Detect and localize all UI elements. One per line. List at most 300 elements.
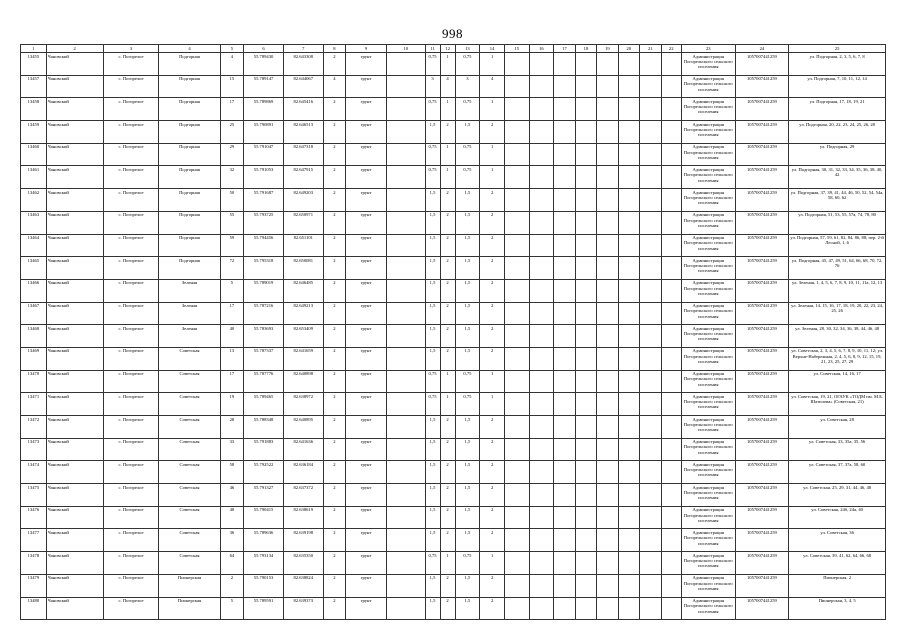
table-row: [21, 189, 886, 212]
empty-cell: [661, 506, 681, 529]
empty-cell: [661, 325, 681, 348]
empty-cell: [575, 166, 596, 189]
width-cell: 1,5: [425, 438, 440, 461]
empty-cell: [529, 189, 554, 212]
table-row: [21, 257, 886, 280]
empty-cell: [529, 574, 554, 597]
empty-cell: [597, 75, 618, 98]
row-id-cell: 13465: [21, 257, 47, 280]
longitude-cell: 82.639373: [283, 597, 323, 620]
empty-cell: [504, 98, 529, 121]
house-cell: 46: [220, 484, 244, 507]
house-cell: 28: [220, 416, 244, 439]
street-cell: Пионерская: [159, 597, 220, 620]
inn-cell: 1057007441259: [735, 257, 789, 280]
village-cell: с. Погорелое: [103, 257, 159, 280]
surface-cell: грунт: [346, 574, 387, 597]
width-cell: 1,5: [455, 461, 480, 484]
header-col-number: 19: [597, 45, 618, 53]
empty-cell: [529, 347, 554, 370]
table-row: [21, 393, 886, 416]
empty-cell: [504, 53, 529, 76]
width-cell: 1,5: [455, 234, 480, 257]
owner-cell: Администрация Погорельского сельского поселения: [681, 484, 735, 507]
table-row: [21, 574, 886, 597]
latitude-cell: 55.795318: [244, 257, 284, 280]
inn-cell: 1057007441259: [735, 211, 789, 234]
empty-cell: [386, 484, 425, 507]
inn-cell: 1057007441259: [735, 416, 789, 439]
count-cell: 2: [440, 189, 455, 212]
width-cell: 0,75: [455, 143, 480, 166]
empty-cell: [618, 166, 639, 189]
village-cell: с. Погорелое: [103, 484, 159, 507]
district-cell: Чановский: [46, 370, 103, 393]
width-cell: 3: [425, 75, 440, 98]
village-cell: с. Погорелое: [103, 393, 159, 416]
empty-cell: [597, 211, 618, 234]
empty-cell: [554, 121, 575, 144]
latitude-cell: 55.791047: [244, 143, 284, 166]
district-cell: Чановский: [46, 75, 103, 98]
inn-cell: 1057007441259: [735, 98, 789, 121]
width-cell: 0,75: [455, 166, 480, 189]
empty-cell: [554, 597, 575, 620]
table-row: [21, 279, 886, 302]
empty-cell: [554, 416, 575, 439]
house-cell: 4: [220, 53, 244, 76]
empty-cell: [618, 438, 639, 461]
empty-cell: [575, 257, 596, 280]
empty-cell: [640, 53, 661, 76]
empty-cell: [661, 484, 681, 507]
latitude-cell: 55.789591: [244, 597, 284, 620]
count-cell: 1: [440, 166, 455, 189]
lanes-cell: 2: [323, 484, 346, 507]
district-cell: Чановский: [46, 211, 103, 234]
empty-cell: [386, 574, 425, 597]
surface-cell: грунт: [346, 75, 387, 98]
empty-cell: [554, 189, 575, 212]
count-cell: 1: [440, 98, 455, 121]
longitude-cell: 82.638824: [283, 574, 323, 597]
empty-cell: [504, 393, 529, 416]
inn-cell: 1057007441259: [735, 506, 789, 529]
village-cell: с. Погорелое: [103, 574, 159, 597]
row-id-cell: 13470: [21, 370, 47, 393]
latitude-cell: 55.791883: [244, 438, 284, 461]
registry-table: [20, 44, 886, 620]
count-cell: 2: [440, 211, 455, 234]
empty-cell: [529, 416, 554, 439]
lanes-cell: 2: [323, 143, 346, 166]
surface-cell: грунт: [346, 484, 387, 507]
header-col-number: 15: [504, 45, 529, 53]
width-cell: 1,5: [455, 529, 480, 552]
empty-cell: [597, 552, 618, 575]
empty-cell: [554, 75, 575, 98]
longitude-cell: 82.639198: [283, 529, 323, 552]
empty-cell: [575, 53, 596, 76]
empty-cell: [575, 279, 596, 302]
village-cell: с. Погорелое: [103, 552, 159, 575]
surface-cell: грунт: [346, 461, 387, 484]
house-cell: 29: [220, 143, 244, 166]
empty-cell: [529, 211, 554, 234]
empty-cell: [661, 166, 681, 189]
owner-cell: Администрация Погорельского сельского поселения: [681, 189, 735, 212]
lanes-cell: 2: [323, 347, 346, 370]
latitude-cell: 55.790415: [244, 506, 284, 529]
count-cell: 2: [440, 347, 455, 370]
empty-cell: [661, 529, 681, 552]
empty-cell: [529, 393, 554, 416]
empty-cell: [661, 461, 681, 484]
house-cell: 50: [220, 189, 244, 212]
district-cell: Чановский: [46, 279, 103, 302]
empty-cell: [529, 279, 554, 302]
empty-cell: [575, 506, 596, 529]
empty-cell: [575, 416, 596, 439]
longitude-cell: 82.651101: [283, 234, 323, 257]
street-cell: Подгорная: [159, 166, 220, 189]
empty-cell: [386, 166, 425, 189]
empty-cell: [661, 211, 681, 234]
header-col-number: 5: [220, 45, 244, 53]
longitude-cell: 82.635350: [283, 552, 323, 575]
inn-cell: 1057007441259: [735, 347, 789, 370]
house-cell: 17: [220, 98, 244, 121]
village-cell: с. Погорелое: [103, 416, 159, 439]
count-cell: 1: [440, 143, 455, 166]
empty-cell: [504, 597, 529, 620]
count-cell: 2: [480, 279, 505, 302]
inn-cell: 1057007441259: [735, 189, 789, 212]
empty-cell: [529, 438, 554, 461]
empty-cell: [640, 416, 661, 439]
district-cell: Чановский: [46, 347, 103, 370]
empty-cell: [529, 53, 554, 76]
empty-cell: [504, 370, 529, 393]
district-cell: Чановский: [46, 506, 103, 529]
row-id-cell: 13475: [21, 484, 47, 507]
width-cell: 1,5: [425, 279, 440, 302]
table-row: [21, 416, 886, 439]
width-cell: 1,5: [455, 484, 480, 507]
width-cell: 1,5: [455, 302, 480, 325]
empty-cell: [618, 370, 639, 393]
table-row: [21, 370, 886, 393]
village-cell: с. Погорелое: [103, 53, 159, 76]
house-cell: 2: [220, 574, 244, 597]
street-cell: Подгорная: [159, 143, 220, 166]
table-row: [21, 234, 886, 257]
width-cell: 0,75: [425, 143, 440, 166]
lanes-cell: 2: [323, 189, 346, 212]
count-cell: 2: [480, 506, 505, 529]
street-cell: Советская: [159, 552, 220, 575]
table-row: [21, 121, 886, 144]
empty-cell: [386, 75, 425, 98]
empty-cell: [597, 393, 618, 416]
longitude-cell: 82.644067: [283, 75, 323, 98]
address-cell: ул. Советская, 36: [789, 529, 886, 552]
table-row: [21, 438, 886, 461]
width-cell: 1,5: [425, 416, 440, 439]
empty-cell: [504, 234, 529, 257]
lanes-cell: 2: [323, 121, 346, 144]
header-col-number: 18: [575, 45, 596, 53]
empty-cell: [618, 484, 639, 507]
empty-cell: [504, 325, 529, 348]
count-cell: 2: [480, 416, 505, 439]
header-col-number: 23: [681, 45, 735, 53]
empty-cell: [661, 189, 681, 212]
district-cell: Чановский: [46, 302, 103, 325]
empty-cell: [640, 75, 661, 98]
empty-cell: [597, 370, 618, 393]
street-cell: Советская: [159, 416, 220, 439]
count-cell: 2: [480, 484, 505, 507]
row-id-cell: 13459: [21, 121, 47, 144]
district-cell: Чановский: [46, 552, 103, 575]
longitude-cell: 82.645416: [283, 98, 323, 121]
count-cell: 2: [440, 279, 455, 302]
table-row: [21, 347, 886, 370]
row-id-cell: 13458: [21, 98, 47, 121]
empty-cell: [640, 438, 661, 461]
latitude-cell: 55.794456: [244, 234, 284, 257]
table-row: [21, 552, 886, 575]
page-number: 998: [442, 26, 463, 41]
empty-cell: [597, 166, 618, 189]
village-cell: с. Погорелое: [103, 325, 159, 348]
empty-cell: [386, 461, 425, 484]
count-cell: 1: [480, 552, 505, 575]
address-cell: ул. Советская, 24б, 24а, 40: [789, 506, 886, 529]
inn-cell: 1057007441259: [735, 53, 789, 76]
village-cell: с. Погорелое: [103, 461, 159, 484]
latitude-cell: 55.789465: [244, 393, 284, 416]
latitude-cell: 55.791327: [244, 484, 284, 507]
width-cell: 1,5: [455, 211, 480, 234]
inn-cell: 1057007441259: [735, 75, 789, 98]
empty-cell: [661, 302, 681, 325]
street-cell: Зеленая: [159, 325, 220, 348]
empty-cell: [618, 393, 639, 416]
village-cell: с. Погорелое: [103, 166, 159, 189]
empty-cell: [504, 257, 529, 280]
street-cell: Подгорная: [159, 189, 220, 212]
count-cell: 2: [440, 325, 455, 348]
table-row: [21, 325, 886, 348]
address-cell: ул. Советская, 39, 41, 62, 64, 66, 68: [789, 552, 886, 575]
inn-cell: 1057007441259: [735, 393, 789, 416]
width-cell: 1,5: [425, 234, 440, 257]
width-cell: 0,75: [455, 393, 480, 416]
empty-cell: [575, 189, 596, 212]
empty-cell: [640, 552, 661, 575]
empty-cell: [554, 143, 575, 166]
empty-cell: [618, 552, 639, 575]
empty-cell: [661, 121, 681, 144]
header-col-number: 10: [386, 45, 425, 53]
empty-cell: [575, 143, 596, 166]
address-cell: ул. Подгорная, 57, 59, 61, 82, 84, 86, 88; пер. 2-й Лесной, 1, 6: [789, 234, 886, 257]
width-cell: 0,75: [425, 98, 440, 121]
lanes-cell: 2: [323, 438, 346, 461]
latitude-cell: 55.791053: [244, 166, 284, 189]
empty-cell: [554, 393, 575, 416]
owner-cell: Администрация Погорельского сельского поселения: [681, 552, 735, 575]
longitude-cell: 82.641659: [283, 347, 323, 370]
empty-cell: [386, 234, 425, 257]
row-id-cell: 13467: [21, 302, 47, 325]
house-cell: 5: [220, 279, 244, 302]
inn-cell: 1057007441259: [735, 574, 789, 597]
empty-cell: [661, 279, 681, 302]
count-cell: 1: [480, 166, 505, 189]
width-cell: 0,75: [425, 166, 440, 189]
house-cell: 59: [220, 234, 244, 257]
row-id-cell: 13466: [21, 279, 47, 302]
empty-cell: [386, 302, 425, 325]
table-row: [21, 484, 886, 507]
owner-cell: Администрация Погорельского сельского поселения: [681, 121, 735, 144]
row-id-cell: 13464: [21, 234, 47, 257]
row-id-cell: 13474: [21, 461, 47, 484]
empty-cell: [554, 234, 575, 257]
width-cell: 0,75: [425, 393, 440, 416]
empty-cell: [618, 597, 639, 620]
empty-cell: [554, 211, 575, 234]
empty-cell: [640, 484, 661, 507]
address-cell: ул. Советская, 14, 16, 17: [789, 370, 886, 393]
address-cell: ул. Зеленая, 28, 30, 32, 34, 36, 38, 44, 46, 48: [789, 325, 886, 348]
header-col-number: 7: [283, 45, 323, 53]
street-cell: Подгорная: [159, 234, 220, 257]
empty-cell: [504, 552, 529, 575]
surface-cell: грунт: [346, 166, 387, 189]
empty-cell: [504, 461, 529, 484]
row-id-cell: 13468: [21, 325, 47, 348]
empty-cell: [597, 574, 618, 597]
row-id-cell: 13461: [21, 166, 47, 189]
empty-cell: [640, 279, 661, 302]
width-cell: 1,5: [455, 416, 480, 439]
width-cell: 1,5: [455, 347, 480, 370]
longitude-cell: 82.636184: [283, 461, 323, 484]
owner-cell: Администрация Погорельского сельского поселения: [681, 597, 735, 620]
street-cell: Подгорная: [159, 121, 220, 144]
inn-cell: 1057007441259: [735, 166, 789, 189]
empty-cell: [640, 393, 661, 416]
empty-cell: [618, 211, 639, 234]
count-cell: 2: [480, 574, 505, 597]
width-cell: 1,5: [455, 438, 480, 461]
count-cell: 1: [440, 370, 455, 393]
width-cell: 1,5: [425, 574, 440, 597]
latitude-cell: 55.790891: [244, 121, 284, 144]
row-id-cell: 13479: [21, 574, 47, 597]
house-cell: 17: [220, 370, 244, 393]
count-cell: 2: [440, 416, 455, 439]
empty-cell: [597, 484, 618, 507]
house-cell: 64: [220, 552, 244, 575]
empty-cell: [575, 461, 596, 484]
street-cell: Подгорная: [159, 257, 220, 280]
lanes-cell: 2: [323, 211, 346, 234]
width-cell: 1,5: [425, 302, 440, 325]
empty-cell: [386, 370, 425, 393]
header-col-number: 3: [103, 45, 159, 53]
empty-cell: [640, 370, 661, 393]
address-cell: ул. Подгорная, 7, 10, 11, 12, 14: [789, 75, 886, 98]
table-row: [21, 529, 886, 552]
empty-cell: [529, 98, 554, 121]
empty-cell: [504, 143, 529, 166]
street-cell: Зеленая: [159, 279, 220, 302]
row-id-cell: 13463: [21, 211, 47, 234]
empty-cell: [529, 302, 554, 325]
width-cell: 1,5: [425, 121, 440, 144]
empty-cell: [529, 552, 554, 575]
width-cell: 0,75: [455, 98, 480, 121]
empty-cell: [504, 347, 529, 370]
village-cell: с. Погорелое: [103, 347, 159, 370]
empty-cell: [554, 279, 575, 302]
empty-cell: [575, 574, 596, 597]
empty-cell: [618, 98, 639, 121]
street-cell: Подгорная: [159, 53, 220, 76]
latitude-cell: 55.789019: [244, 279, 284, 302]
longitude-cell: 82.649213: [283, 302, 323, 325]
empty-cell: [618, 257, 639, 280]
empty-cell: [529, 461, 554, 484]
longitude-cell: 82.638972: [283, 393, 323, 416]
empty-cell: [640, 574, 661, 597]
empty-cell: [597, 234, 618, 257]
longitude-cell: 82.646485: [283, 279, 323, 302]
empty-cell: [618, 189, 639, 212]
count-cell: 2: [480, 325, 505, 348]
width-cell: 1,5: [425, 325, 440, 348]
header-col-number: 4: [159, 45, 220, 53]
count-cell: 2: [480, 211, 505, 234]
empty-cell: [386, 347, 425, 370]
empty-cell: [504, 438, 529, 461]
row-id-cell: 13460: [21, 143, 47, 166]
header-col-number: 14: [480, 45, 505, 53]
owner-cell: Администрация Погорельского сельского поселения: [681, 98, 735, 121]
village-cell: с. Погорелое: [103, 98, 159, 121]
address-cell: Пионерская, 3, 4, 5: [789, 597, 886, 620]
empty-cell: [618, 53, 639, 76]
lanes-cell: 2: [323, 506, 346, 529]
house-cell: 32: [220, 166, 244, 189]
latitude-cell: 55.791687: [244, 189, 284, 212]
house-cell: 36: [220, 529, 244, 552]
longitude-cell: 82.640898: [283, 370, 323, 393]
empty-cell: [597, 257, 618, 280]
count-cell: 2: [440, 121, 455, 144]
header-col-number: 20: [618, 45, 639, 53]
width-cell: 1,5: [455, 325, 480, 348]
empty-cell: [661, 75, 681, 98]
empty-cell: [554, 325, 575, 348]
width-cell: 1,5: [425, 211, 440, 234]
empty-cell: [529, 597, 554, 620]
